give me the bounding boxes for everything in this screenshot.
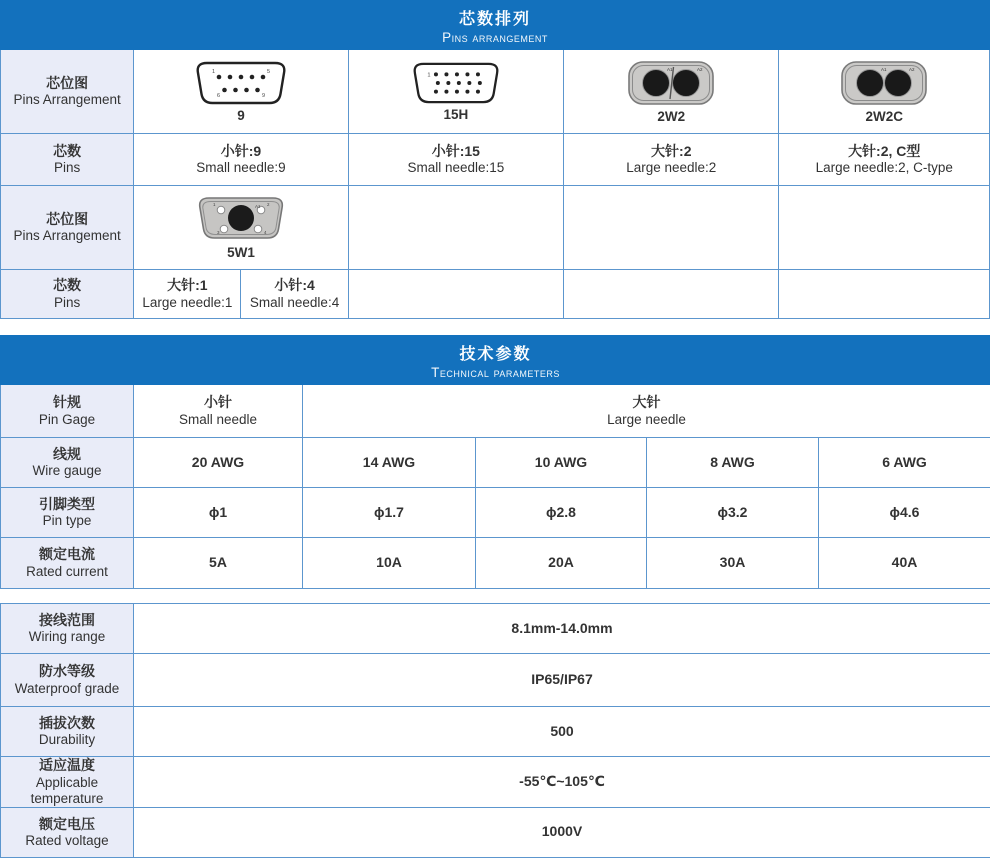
table1-title-zh: 芯数排列 bbox=[1, 6, 989, 29]
pins-count-cell: 小针:15 Small needle:15 bbox=[348, 134, 563, 186]
svg-text:9: 9 bbox=[262, 93, 265, 99]
dsub-9pin-icon bbox=[193, 61, 289, 105]
wire-gauge-value-cell: 14 AWG bbox=[303, 438, 476, 488]
row-label-en: Pins Arrangement bbox=[1, 92, 133, 108]
rated-current-value-cell: 40A bbox=[819, 538, 990, 589]
table1-header bbox=[1, 1, 990, 50]
wiring-range-value-cell: 8.1mm-14.0mm bbox=[134, 604, 990, 654]
svg-text:1: 1 bbox=[427, 72, 430, 78]
row-label-pin-gage: 针规 Pin Gage bbox=[1, 385, 134, 438]
connector-5w1-cell bbox=[134, 186, 348, 270]
row-label-pin-type: 引脚类型 Pin type bbox=[1, 488, 134, 538]
connector-2w2-cell bbox=[564, 50, 779, 134]
connector-label: 5W1 bbox=[227, 245, 255, 260]
row-label-zh: 芯位图 bbox=[1, 75, 133, 93]
svg-text:5: 5 bbox=[267, 69, 270, 75]
pin-type-value-cell: ϕ4.6 bbox=[819, 488, 990, 538]
technical-parameters-table bbox=[0, 335, 990, 589]
rated-current-value-cell: 5A bbox=[134, 538, 303, 589]
table1-title-en: Pins arrangement bbox=[1, 30, 989, 45]
dsub-15pin-icon bbox=[410, 62, 502, 104]
empty-cell bbox=[564, 186, 779, 270]
pins-count-cell: 小针:4 Small needle:4 bbox=[241, 270, 348, 319]
pin-type-value-cell: ϕ2.8 bbox=[476, 488, 647, 538]
row-label-waterproof-grade: 防水等级 Waterproof grade bbox=[1, 654, 134, 707]
svg-text:A1: A1 bbox=[255, 204, 261, 209]
row-label-pins bbox=[1, 134, 134, 186]
applicable-temperature-value-cell: -55℃~105℃ bbox=[134, 757, 990, 808]
pins-arrangement-table bbox=[0, 0, 990, 319]
wire-gauge-value-cell: 10 AWG bbox=[476, 438, 647, 488]
table2-header bbox=[1, 336, 990, 385]
table2-title-zh: 技术参数 bbox=[1, 341, 990, 364]
durability-value-cell: 500 bbox=[134, 707, 990, 757]
row-label-zh: 芯数 bbox=[1, 277, 133, 295]
pins-count-cell: 大针:1 Large needle:1 bbox=[134, 270, 241, 319]
table2-title-en: Technical parameters bbox=[1, 365, 990, 380]
connector-9-cell bbox=[134, 50, 348, 134]
empty-cell bbox=[779, 270, 990, 319]
rated-current-value-cell: 10A bbox=[303, 538, 476, 589]
gage-small-needle-cell: 小针 Small needle bbox=[134, 385, 303, 438]
row-label-pins-arrangement bbox=[1, 50, 134, 134]
row-label-en: Pins Arrangement bbox=[1, 228, 133, 244]
svg-text:A1: A1 bbox=[881, 67, 887, 72]
mixed-5w1-icon bbox=[195, 196, 287, 242]
connector-label: 9 bbox=[237, 108, 245, 123]
pins-count-cell: 大针:2 Large needle:2 bbox=[564, 134, 779, 186]
connector-label: 2W2 bbox=[657, 109, 685, 124]
wire-gauge-value-cell: 6 AWG bbox=[819, 438, 990, 488]
svg-text:A1: A1 bbox=[667, 67, 673, 72]
wire-gauge-value-cell: 20 AWG bbox=[134, 438, 303, 488]
svg-text:2: 2 bbox=[267, 202, 270, 207]
pins-count-cell: 小针:9 Small needle:9 bbox=[134, 134, 348, 186]
row-label-pins-arrangement bbox=[1, 186, 134, 270]
empty-cell bbox=[348, 270, 563, 319]
svg-text:1: 1 bbox=[213, 202, 216, 207]
empty-cell bbox=[348, 186, 563, 270]
pin-type-value-cell: ϕ1.7 bbox=[303, 488, 476, 538]
row-label-zh: 芯位图 bbox=[1, 211, 133, 229]
svg-text:3: 3 bbox=[217, 230, 220, 235]
svg-text:6: 6 bbox=[217, 93, 220, 99]
row-label-rated-current: 额定电流 Rated current bbox=[1, 538, 134, 589]
wire-gauge-value-cell: 8 AWG bbox=[647, 438, 819, 488]
pin-type-value-cell: ϕ1 bbox=[134, 488, 303, 538]
power-2w2c-icon bbox=[840, 60, 928, 106]
svg-text:A2: A2 bbox=[909, 67, 915, 72]
row-label-durability: 插拔次数 Durability bbox=[1, 707, 134, 757]
general-specs-table bbox=[0, 603, 990, 858]
row-label-zh: 芯数 bbox=[1, 143, 133, 161]
connector-15h-cell bbox=[348, 50, 563, 134]
rated-voltage-value-cell: 1000V bbox=[134, 807, 990, 857]
gage-large-needle-cell: 大针 Large needle bbox=[303, 385, 990, 438]
connector-2w2c-cell bbox=[779, 50, 990, 134]
pin-type-value-cell: ϕ3.2 bbox=[647, 488, 819, 538]
row-label-wire-gauge: 线规 Wire gauge bbox=[1, 438, 134, 488]
waterproof-grade-value-cell: IP65/IP67 bbox=[134, 654, 990, 707]
rated-current-value-cell: 30A bbox=[647, 538, 819, 589]
power-2w2-icon bbox=[627, 60, 715, 106]
connector-label: 15H bbox=[443, 107, 468, 122]
row-label-wiring-range: 接线范围 Wiring range bbox=[1, 604, 134, 654]
svg-text:A2: A2 bbox=[697, 67, 703, 72]
empty-cell bbox=[779, 186, 990, 270]
row-label-pins bbox=[1, 270, 134, 319]
row-label-rated-voltage: 额定电压 Rated voltage bbox=[1, 807, 134, 857]
connector-label: 2W2C bbox=[865, 109, 903, 124]
row-label-en: Pins bbox=[1, 160, 133, 176]
empty-cell bbox=[564, 270, 779, 319]
row-label-applicable-temperature: 适应温度 Applicable temperature bbox=[1, 757, 134, 808]
pins-count-cell: 大针:2, C型 Large needle:2, C-type bbox=[779, 134, 990, 186]
svg-text:4: 4 bbox=[264, 230, 267, 235]
svg-text:1: 1 bbox=[212, 69, 215, 75]
row-label-en: Pins bbox=[1, 295, 133, 311]
rated-current-value-cell: 20A bbox=[476, 538, 647, 589]
